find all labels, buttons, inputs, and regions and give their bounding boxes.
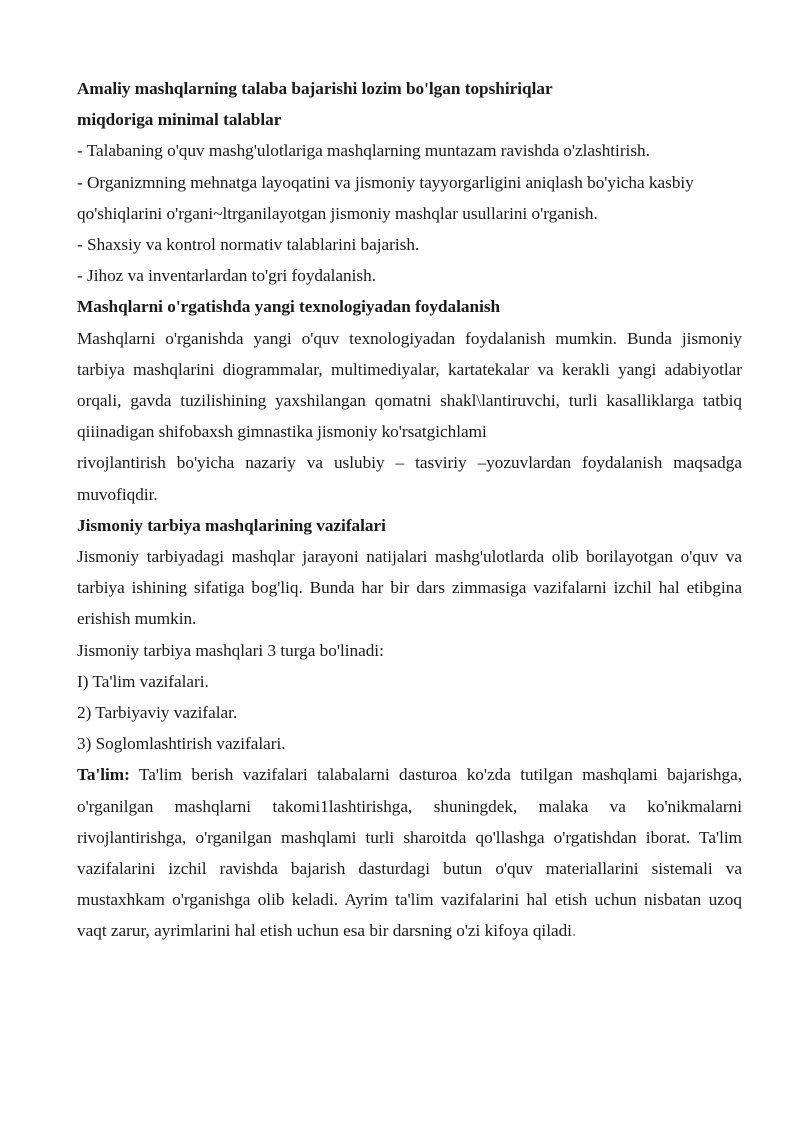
paragraph-tasks: Jismoniy tarbiyadagi mashqlar jarayoni natijalari mashg'ulotlarda olib borilayotgan o'quv va tarbiya ishining sifatiga bog'liq. Bunda har bir dars zimmasiga vazifalarni izchil hal etibgina erishish mumkin.: [77, 547, 742, 629]
paragraph-new-technology-a: Mashqlarni o'rganishda yangi o'quv texnologiyadan foydalanish mumkin. Bunda jismoniy tarbiya mashqlarini diogrammalar, multimediyalar, kartatekalar va kerakli yangi adabiyotlar orqali, gavda tuzilishining yaxshilangan qomatni shakl\lantiruvchi, turli kasalliklarga tatbiq qiiinadigan shifobaxsh gimnastika jismoniy ko'rsatgichlami: [77, 328, 742, 442]
talim-label: Ta'lim:: [77, 765, 130, 785]
heading-tasks: Jismoniy tarbiya mashqlarining vazifalari: [77, 515, 386, 535]
type-item-2: 2) Tarbiyaviy vazifalar.: [77, 703, 238, 723]
paragraph-new-technology-b: rivojlantirish bo'yicha nazariy va uslubiy – tasviriy –yozuvlardan foydalanish maqsadga muvofiqdir.: [77, 453, 742, 504]
talim-body: Ta'lim berish vazifalari talabalarni dasturoa ko'zda tutilgan mashqlami bajarishga, o'rganilgan mashqlarni takomi1lashtirishga, shuningdek, malaka va ko'nikmalarni rivojlantirishga, o'rganilgan mashqlami turli sharoitda qo'llashga o'rgatishdan iborat. Ta'lim vazifalarini izchil ravishda bajarish dasturdagi butun o'quv materiallarini sistemali va mustaxhkam o'rganishga olib keladi. Ayrim ta'lim vazifalarini hal etish uchun nisbatan uzoq vaqt zarur, ayrimlarini hal etish uchun esa bir darsning o'zi kifoya qiladi: [77, 765, 742, 941]
talim-end: .: [571, 921, 577, 941]
types-intro: Jismoniy tarbiya mashqlari 3 turga bo'linadi:: [77, 640, 384, 660]
requirement-item-2: - Organizmning mehnatga layoqatini va jismoniy tayyorgarligini aniqlash bo'yicha kasbiy qo'shiqlarini o'rgani~ltrganilayotgan jismoniy mashqlar usullarini o'rganish.: [77, 172, 694, 223]
heading-new-technology: Mashqlarni o'rgatishda yangi texnologiyadan foydalanish: [77, 297, 501, 317]
requirement-item-1: - Talabaning o'quv mashg'ulotlariga mashqlarning muntazam ravishda o'zlashtirish.: [77, 141, 650, 161]
heading-requirements-line1: Amaliy mashqlarning talaba bajarishi lozim bo'lgan topshiriqlar: [77, 79, 553, 98]
paragraph-talim: [77, 759, 742, 946]
document-page: [77, 73, 742, 947]
requirement-item-4: - Jihoz va inventarlardan to'gri foydalanish.: [77, 266, 377, 286]
heading-requirements-line2: miqdoriga minimal talablar: [77, 110, 282, 130]
type-item-3: 3) Soglomlashtirish vazifalari.: [77, 734, 286, 754]
requirement-item-3: - Shaxsiy va kontrol normativ talablarini bajarish.: [77, 235, 420, 255]
type-item-1: I) Ta'lim vazifalari.: [77, 671, 209, 691]
